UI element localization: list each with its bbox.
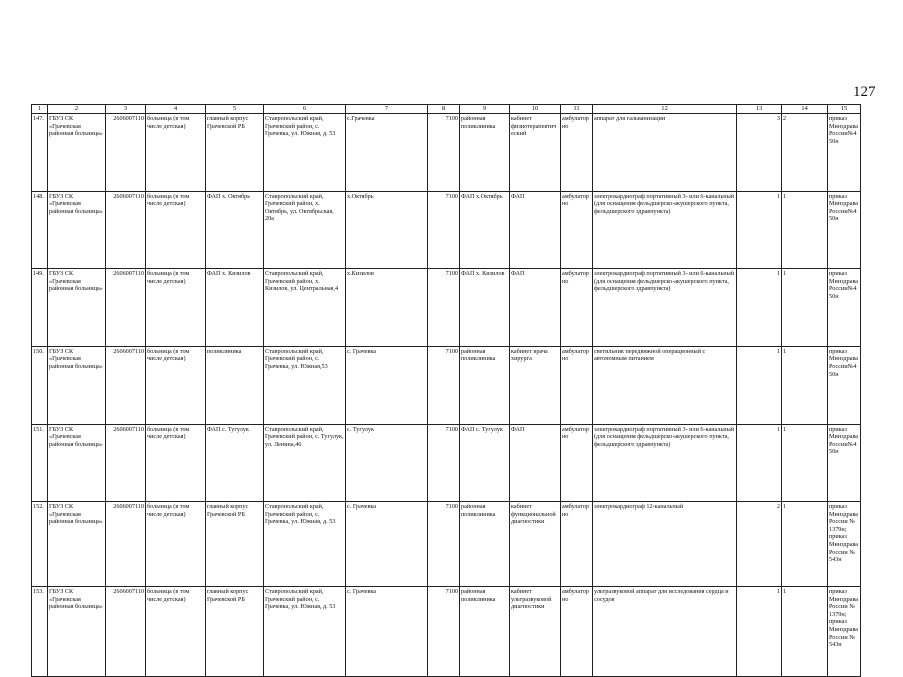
cell-oktmo: 7100: [428, 191, 460, 269]
col-header: 9: [460, 105, 510, 114]
cell-code: 2606007110: [106, 269, 146, 347]
equipment-table: [31, 104, 861, 677]
cell-facility-type: больница (в том числе детская): [146, 587, 206, 677]
cell-room: кабинет врача хирурга: [510, 346, 561, 424]
cell-organization: ГБУЗ СК «Грачевская районная больница»: [48, 587, 106, 677]
cell-room: ФАП: [510, 269, 561, 347]
cell-mode: амбулаторно: [561, 346, 593, 424]
cell-number: 150.: [32, 346, 48, 424]
cell-col13: 1: [737, 191, 782, 269]
col-header: 14: [782, 105, 828, 114]
cell-basis: приказ Минздрава России№450н: [828, 346, 861, 424]
col-header: 1: [32, 105, 48, 114]
cell-unit: ФАП с. Тугулук: [206, 424, 264, 502]
table-row: [32, 269, 861, 347]
cell-unit: главный корпус Грачевской РБ: [206, 114, 264, 192]
cell-mode: амбулаторно: [561, 191, 593, 269]
cell-unit: ФАП х. Октябрь: [206, 191, 264, 269]
cell-facility-type: больница (в том числе детская): [146, 191, 206, 269]
cell-address: Ставропольский край, Грачевский район, с. Грачевка, ул. Южная, д. 53: [264, 114, 346, 192]
cell-mode: амбулаторно: [561, 424, 593, 502]
cell-room: кабинет ультразвуковой диагностики: [510, 587, 561, 677]
cell-code: 2606007110: [106, 191, 146, 269]
col-header: 8: [428, 105, 460, 114]
cell-number: 149.: [32, 269, 48, 347]
cell-address: Ставропольский край, Грачевский район, с. Грачевка, ул. Южная,53: [264, 346, 346, 424]
cell-address: Ставропольский край, Грачевский район, х. Кизилов, ул. Центральная,4: [264, 269, 346, 347]
cell-basis: приказ Минздрава России№450н: [828, 114, 861, 192]
cell-number: 148.: [32, 191, 48, 269]
header-row: [32, 105, 861, 114]
table-row: [32, 587, 861, 677]
cell-oktmo: 7100: [428, 502, 460, 587]
cell-mode: амбулаторно: [561, 269, 593, 347]
cell-settlement: с. Грачевка: [346, 346, 428, 424]
col-header: 5: [206, 105, 264, 114]
col-header: 13: [737, 105, 782, 114]
col-header: 3: [106, 105, 146, 114]
cell-col14: 1: [782, 587, 828, 677]
cell-organization: ГБУЗ СК «Грачевская районная больница»: [48, 346, 106, 424]
cell-address: Ставропольский край, Грачевский район, с. Грачевка, ул. Южная, д. 53: [264, 502, 346, 587]
cell-room: кабинет физиотерапевтический: [510, 114, 561, 192]
cell-col14: 1: [782, 424, 828, 502]
cell-settlement: х.Октябрь: [346, 191, 428, 269]
cell-number: 147.: [32, 114, 48, 192]
cell-room: ФАП: [510, 191, 561, 269]
cell-settlement: с.Грачевка: [346, 114, 428, 192]
cell-settlement: с. Тугулук: [346, 424, 428, 502]
cell-unit: главный корпус Грачевской РБ: [206, 502, 264, 587]
cell-col14: 1: [782, 502, 828, 587]
cell-equipment: ультразвуковой аппарат для исследования сердца и сосудов: [593, 587, 737, 677]
cell-basis: приказ Минздрава России № 1379н; приказ Минздрава России № 543н: [828, 587, 861, 677]
cell-unit: ФАП х. Кизилов: [206, 269, 264, 347]
cell-basis: приказ Минздрава России№450н: [828, 424, 861, 502]
cell-organization: ГБУЗ СК «Грачевская районная больница»: [48, 269, 106, 347]
cell-basis: приказ Минздрава России№450н: [828, 191, 861, 269]
cell-mode: амбулаторно: [561, 114, 593, 192]
col-header: 4: [146, 105, 206, 114]
cell-department: районная поликлиника: [460, 114, 510, 192]
cell-address: Ставропольский край, Грачевский район, х. Октябрь, ул. Октябрьская, 20а: [264, 191, 346, 269]
cell-equipment: светильник передвижной операционный с автономным питанием: [593, 346, 737, 424]
cell-room: кабинет функциональной диагностики: [510, 502, 561, 587]
cell-number: 151.: [32, 424, 48, 502]
col-header: 2: [48, 105, 106, 114]
cell-mode: амбулаторно: [561, 587, 593, 677]
cell-col13: 1: [737, 587, 782, 677]
cell-equipment: электрокардиограф портативный 3- или 6-канальный (для оснащения фельдшерско-акушерского пункта, фельдшерского здравпункта): [593, 191, 737, 269]
cell-facility-type: больница (в том числе детская): [146, 346, 206, 424]
cell-mode: амбулаторно: [561, 502, 593, 587]
cell-oktmo: 7100: [428, 114, 460, 192]
cell-equipment: электрокардиограф портативный 3- или 6-канальный (для оснащения фельдшерско-акушерского пункта, фельдшерского здравпункта): [593, 269, 737, 347]
cell-equipment: электрокардиограф 12-канальный: [593, 502, 737, 587]
cell-department: районная поликлиника: [460, 587, 510, 677]
cell-organization: ГБУЗ СК «Грачевская районная больница»: [48, 502, 106, 587]
cell-col14: 1: [782, 191, 828, 269]
cell-code: 2606007110: [106, 424, 146, 502]
table-row: [32, 114, 861, 192]
cell-address: Ставропольский край, Грачевский район, с. Тугулук, ул. Ленина,46: [264, 424, 346, 502]
cell-oktmo: 7100: [428, 269, 460, 347]
cell-organization: ГБУЗ СК «Грачевская районная больница»: [48, 424, 106, 502]
cell-department: ФАП с. Тугулук: [460, 424, 510, 502]
cell-col14: 2: [782, 114, 828, 192]
cell-organization: ГБУЗ СК «Грачевская районная больница»: [48, 191, 106, 269]
cell-settlement: с. Грачевка: [346, 502, 428, 587]
cell-facility-type: больница (в том числе детская): [146, 502, 206, 587]
col-header: 11: [561, 105, 593, 114]
cell-basis: приказ Минздрава России№450н: [828, 269, 861, 347]
cell-unit: главный корпус Грачевской РБ: [206, 587, 264, 677]
col-header: 7: [346, 105, 428, 114]
cell-address: Ставропольский край, Грачевский район, с. Грачевка, ул. Южная, д. 53: [264, 587, 346, 677]
cell-settlement: с. Грачевка: [346, 587, 428, 677]
cell-facility-type: больница (в том числе детская): [146, 114, 206, 192]
table-row: [32, 346, 861, 424]
cell-facility-type: больница (в том числе детская): [146, 424, 206, 502]
cell-col14: 1: [782, 346, 828, 424]
cell-equipment: аппарат для гальванизации: [593, 114, 737, 192]
cell-col13: 1: [737, 346, 782, 424]
cell-department: районная поликлиника: [460, 346, 510, 424]
cell-number: 152.: [32, 502, 48, 587]
table-row: [32, 502, 861, 587]
cell-col13: 1: [737, 269, 782, 347]
cell-settlement: х.Кизилов: [346, 269, 428, 347]
cell-code: 2606007110: [106, 502, 146, 587]
cell-col14: 1: [782, 269, 828, 347]
cell-equipment: электрокардиограф портативный 3- или 6-канальный (для оснащения фельдшерско-акушерского пункта, фельдшерского здравпункта): [593, 424, 737, 502]
cell-organization: ГБУЗ СК «Грачевская районная больница»: [48, 114, 106, 192]
cell-room: ФАП: [510, 424, 561, 502]
cell-unit: поликлиника: [206, 346, 264, 424]
page-number: 127: [853, 84, 876, 100]
cell-col13: 1: [737, 424, 782, 502]
col-header: 10: [510, 105, 561, 114]
cell-department: районная поликлиника: [460, 502, 510, 587]
cell-oktmo: 7100: [428, 587, 460, 677]
cell-code: 2606007110: [106, 587, 146, 677]
table-row: [32, 191, 861, 269]
cell-col13: 3: [737, 114, 782, 192]
table-row: [32, 424, 861, 502]
cell-code: 2606007110: [106, 346, 146, 424]
cell-code: 2606007110: [106, 114, 146, 192]
col-header: 6: [264, 105, 346, 114]
cell-oktmo: 7100: [428, 424, 460, 502]
cell-basis: приказ Минздрава России № 1379н; приказ Минздрава России № 543н: [828, 502, 861, 587]
col-header: 12: [593, 105, 737, 114]
col-header: 15: [828, 105, 861, 114]
cell-number: 153.: [32, 587, 48, 677]
cell-department: ФАП х.Октябрь: [460, 191, 510, 269]
cell-col13: 2: [737, 502, 782, 587]
cell-facility-type: больница (в том числе детская): [146, 269, 206, 347]
cell-department: ФАП х. Кизилов: [460, 269, 510, 347]
cell-oktmo: 7100: [428, 346, 460, 424]
